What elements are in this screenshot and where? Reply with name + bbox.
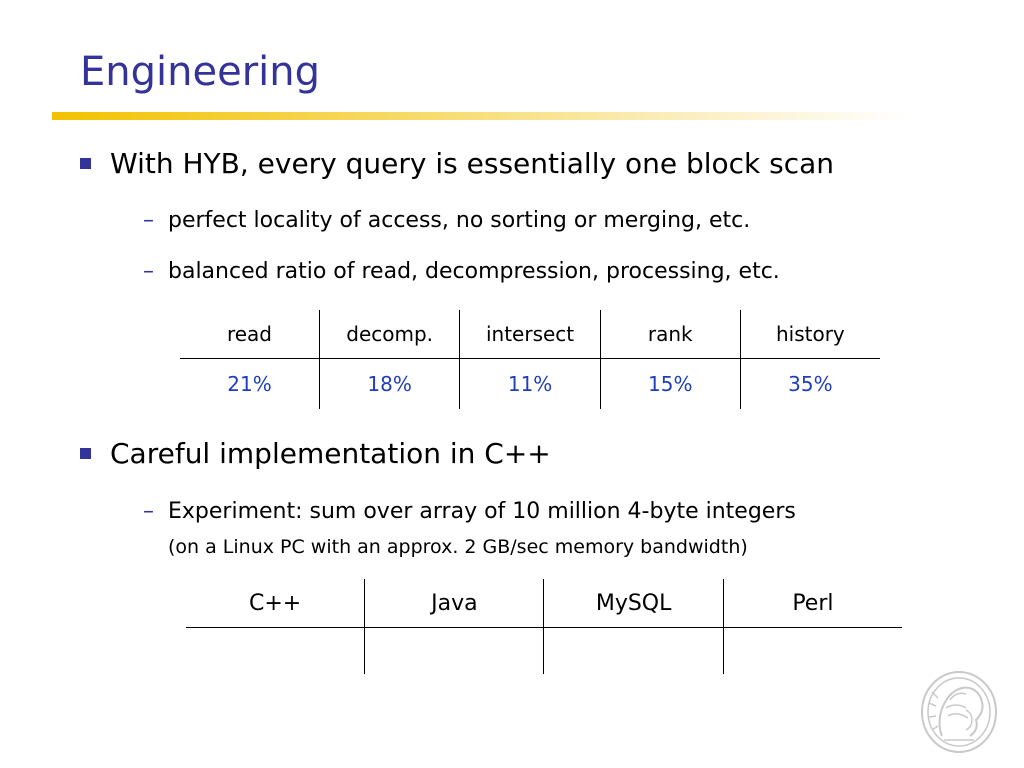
table-header-cell: C++	[186, 579, 365, 628]
table-row	[186, 628, 902, 675]
table-cell	[365, 628, 544, 675]
experiment-note: (on a Linux PC with an approx. 2 GB/sec memory bandwidth)	[168, 536, 748, 558]
language-comparison-table	[186, 579, 902, 674]
table-header-cell: Java	[365, 579, 544, 628]
title-underline-rule	[52, 112, 908, 120]
minerva-seal-logo-icon	[920, 670, 998, 754]
sub-bullet-1-2-text: balanced ratio of read, decompression, processing, etc.	[168, 259, 780, 284]
table-cell	[544, 628, 723, 675]
table-cell: 15%	[600, 359, 740, 410]
table-cell	[723, 628, 902, 675]
dash-bullet-icon: –	[143, 499, 154, 524]
table-header-row	[180, 310, 880, 359]
table-header-cell: read	[180, 310, 319, 359]
sub-bullet-2-1-text: Experiment: sum over array of 10 million 4-byte integers	[168, 499, 796, 524]
table-cell: 21%	[227, 372, 272, 396]
bullet-1-text: With HYB, every query is essentially one block scan	[110, 147, 835, 180]
table-cell: 18%	[319, 359, 459, 410]
table-cell: 35%	[740, 359, 880, 410]
table-header-cell: decomp.	[319, 310, 459, 359]
sub-bullet-1-1-text: perfect locality of access, no sorting or merging, etc.	[168, 208, 751, 233]
square-bullet-icon	[80, 448, 91, 459]
bullet-2-text: Careful implementation in C++	[110, 437, 551, 470]
table-header-cell: MySQL	[544, 579, 723, 628]
dash-bullet-icon: –	[143, 259, 154, 284]
slide-title: Engineering	[80, 49, 320, 95]
table-header-cell: history	[740, 310, 880, 359]
table-header-row	[186, 579, 902, 628]
table-cell	[186, 628, 365, 675]
table-header-cell: intersect	[460, 310, 600, 359]
dash-bullet-icon: –	[143, 208, 154, 233]
square-bullet-icon	[80, 158, 91, 169]
table-cell: 11%	[460, 359, 600, 410]
time-breakdown-table	[180, 310, 880, 409]
table-row	[180, 359, 880, 410]
table-header-cell: Perl	[723, 579, 902, 628]
table-header-cell: rank	[600, 310, 740, 359]
